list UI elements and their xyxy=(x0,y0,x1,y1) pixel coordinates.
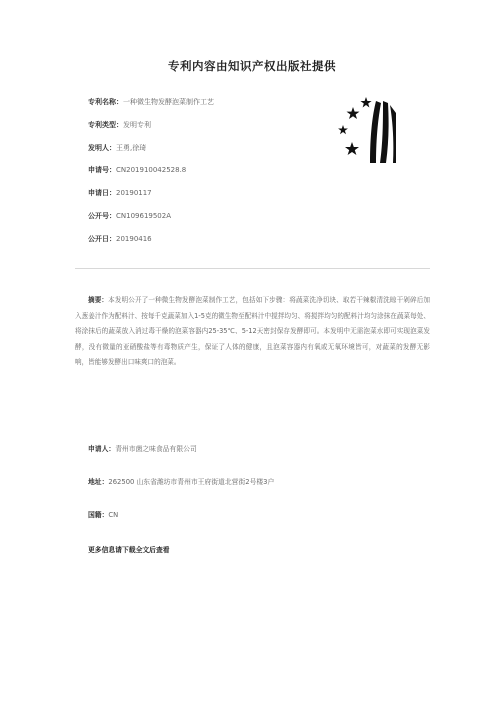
meta-label: 公开号 xyxy=(88,211,109,220)
meta-value: CN109619502A xyxy=(116,211,171,220)
meta-value: 发明专利 xyxy=(123,120,151,129)
publisher-logo-icon xyxy=(336,95,396,165)
country-label: 国籍 xyxy=(88,511,102,519)
section-divider xyxy=(75,268,430,269)
meta-row-name: 专利名称：一种微生物发酵泡菜制作工艺 xyxy=(88,98,214,106)
page-title: 专利内容由知识产权出版社提供 xyxy=(168,59,336,73)
meta-label: 专利类型 xyxy=(88,120,116,129)
meta-value: 20190416 xyxy=(116,234,152,243)
abstract-label: 摘要 xyxy=(88,296,102,304)
meta-row-application-date: 申请日：20190117 xyxy=(88,189,152,198)
meta-value: 20190117 xyxy=(116,189,152,198)
meta-label: 专利名称 xyxy=(88,98,116,106)
meta-label: 发明人 xyxy=(88,143,109,152)
meta-row-application-number: 申请号：CN201910042528.8 xyxy=(88,166,187,175)
meta-value: CN201910042528.8 xyxy=(116,166,187,175)
address-value: 262500 山东省潍坊市青州市王府街道北营街2号楼3户 xyxy=(108,478,275,486)
download-more-link[interactable]: 更多信息请下载全文后查看 xyxy=(88,546,170,554)
country-value: CN xyxy=(108,511,119,519)
meta-row-type: 专利类型：发明专利 xyxy=(88,120,151,129)
patent-meta xyxy=(88,98,348,258)
meta-label: 申请日 xyxy=(88,189,109,198)
meta-value: 一种微生物发酵泡菜制作工艺 xyxy=(123,98,214,106)
meta-row-publication-date: 公开日：20190416 xyxy=(88,234,152,243)
meta-row-inventor: 发明人：王勇,徐琦 xyxy=(88,143,147,152)
country-field: 国籍：CN xyxy=(88,511,119,519)
address-field: 地址：262500 山东省潍坊市青州市王府街道北营街2号楼3户 xyxy=(88,478,275,486)
address-label: 地址 xyxy=(88,478,102,486)
meta-label: 申请号 xyxy=(88,166,109,175)
applicant-field: 申请人：青州市菌之味食品有限公司 xyxy=(88,445,197,453)
abstract-block: 摘要：本发明公开了一种微生物发酵泡菜制作工艺，包括如下步骤：将蔬菜洗净切块、取若干辣椒清洗晾干剁碎后加入葱姜汁作为配料汁、按每千克蔬菜加入1-5克的微生物至配料汁中搅拌均匀、将搅拌均匀的配料汁均匀涂抹在蔬菜每处、将涂抹后的蔬菜放入消过毒干燥的泡菜容器内25-35℃、5-12天密封保存发酵即可。本发明中无需泡菜水即可实现泡菜发酵，没有微量的亚硝酸盐等有毒物质产生，保证了人体的健康，且泡菜容器内有氧或无氧环境皆可，对蔬菜的发酵无影响，皆能够发酵出口味爽口的泡菜。 xyxy=(75,296,431,366)
applicant-label: 申请人 xyxy=(88,445,109,453)
meta-value: 王勇,徐琦 xyxy=(116,143,147,152)
applicant-value: 青州市菌之味食品有限公司 xyxy=(115,445,197,453)
abstract-text: 本发明公开了一种微生物发酵泡菜制作工艺，包括如下步骤：将蔬菜洗净切块、取若干辣椒清洗晾干剁碎后加入葱姜汁作为配料汁、按每千克蔬菜加入1-5克的微生物至配料汁中搅拌均匀、将搅拌均匀的配料汁均匀涂抹在蔬菜每处、将涂抹后的蔬菜放入消过毒干燥的泡菜容器内25-35℃、5-12天密封保存发酵即可。本发明中无需泡菜水即可实现泡菜发酵，没有微量的亚硝酸盐等有毒物质产生，保证了人体的健康，且泡菜容器内有氧或无氧环境皆可，对蔬菜的发酵无影响，皆能够发酵出口味爽口的泡菜。 xyxy=(75,296,431,366)
meta-label: 公开日 xyxy=(88,234,109,243)
meta-row-publication-number: 公开号：CN109619502A xyxy=(88,211,171,220)
